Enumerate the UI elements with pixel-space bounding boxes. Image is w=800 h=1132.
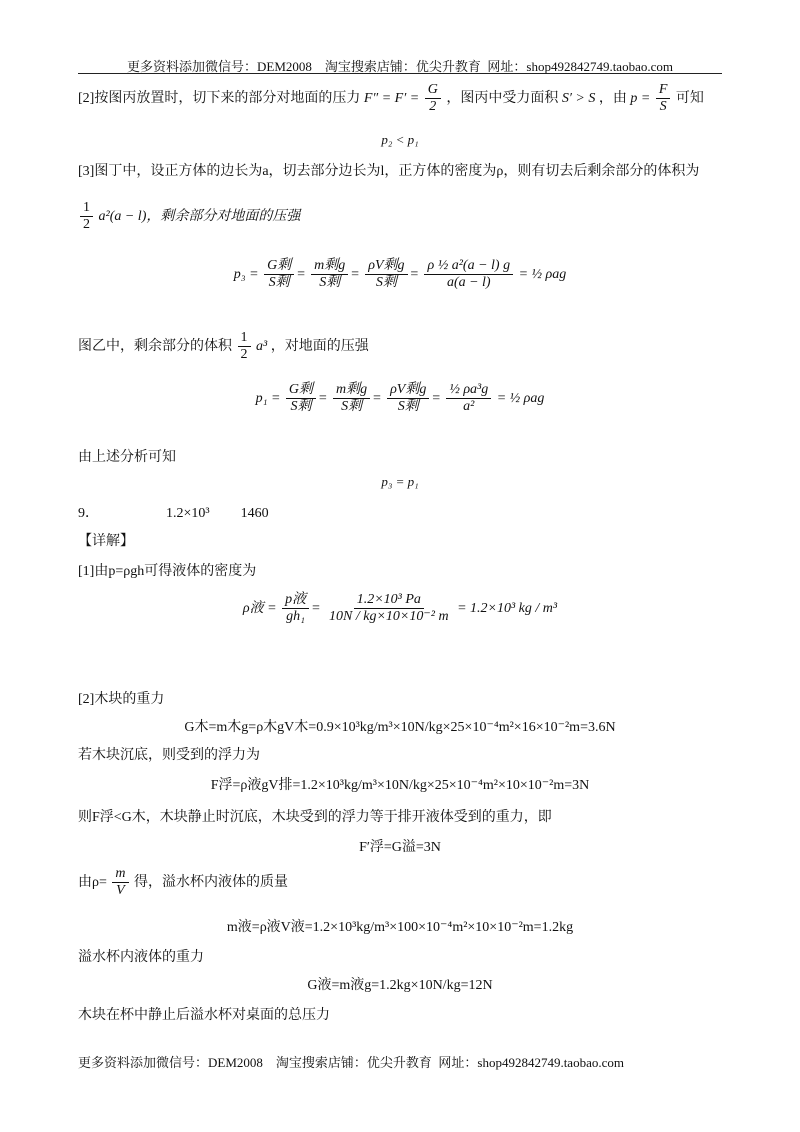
eq2-lhs: p₃ = <box>233 266 259 282</box>
page-footer: 更多资料添加微信号：DEM2008 淘宝搜索店铺：优尖升教育 网址：shop492842749.taobao.com <box>78 1055 624 1070</box>
eq2-frac-big: $\frac{\text{ρ ½ a²(a − l) g}}{a(a - l)}$ <box>424 258 513 291</box>
p10-frac-m-over-v: $\frac{m}{V}$ <box>112 866 128 899</box>
eq3-result: = ½ ρag <box>496 390 545 406</box>
q9-number: 9． <box>78 506 99 521</box>
header-rule <box>78 73 722 74</box>
p2-prefix: [2]按图丙放置时，切下来的部分对地面的压力 <box>78 90 361 106</box>
paragraph-p4 <box>78 330 369 363</box>
page-header: 更多资料添加微信号：DEM2008 淘宝搜索店铺：优尖升教育 网址：shop492842749.taobao.com <box>127 59 673 74</box>
paragraph-p8: 若木块沉底，则受到的浮力为 <box>78 748 260 763</box>
eq3-frac-big: $\frac{\text{½ ρa³g}}{\text{a²}}$ <box>446 382 491 415</box>
eq5-result: = 1.2×10³ kg / m³ <box>457 600 558 616</box>
half-fraction: $\frac{1}{2}$ <box>80 200 93 233</box>
paragraph-p5: 由上述分析可知 <box>78 450 176 465</box>
equation-liquid-weight: G液=m液g=1.2kg×10N/kg=12N <box>307 978 493 993</box>
paragraph-p6: [1]由p=ρgh可得液体的密度为 <box>78 564 257 579</box>
p2-frac2-num: F <box>656 82 671 99</box>
eq2-frac-mg-over-s: $\frac{\text{m剩g}}{\text{S剩}}$ <box>311 258 348 291</box>
p2-fraction-g-over-2 <box>425 82 441 115</box>
equation-p3-eq-p1: p₃ = p₁ <box>381 474 419 489</box>
detail-heading: 【详解】 <box>78 534 134 549</box>
paragraph-p11: 溢水杯内液体的重力 <box>78 950 204 965</box>
equation-p2-lt-p1: p₂ < p₁ <box>381 132 419 147</box>
p2-fraction-f-over-s <box>656 82 671 115</box>
paragraph-p12: 木块在杯中静止后溢水杯对桌面的总压力 <box>78 1008 330 1023</box>
paragraph-p7: [2]木块的重力 <box>78 692 165 707</box>
eq3-lhs: p₁ = <box>255 390 281 406</box>
p2-p-eq: p = <box>630 90 651 106</box>
p2-suffix: 可知 <box>675 90 704 106</box>
paragraph-p3-volume <box>78 200 300 233</box>
p2-frac-num: G <box>425 82 441 99</box>
equation-buoyancy: F浮=ρ液gV排=1.2×10³kg/m³×10N/kg×25×10⁻⁴m²×10×10⁻²m=3N <box>210 778 590 793</box>
p4-volume: a³ <box>256 338 268 354</box>
q9-answer-1: 1.2×10³ <box>166 506 210 521</box>
eq2-frac-rhovg-over-s: $\frac{\text{ρV剩g}}{\text{S剩}}$ <box>365 258 407 291</box>
p10-prefix: 由ρ= <box>78 874 107 890</box>
equation-liquid-mass: m液=ρ液V液=1.2×10³kg/m³×100×10⁻⁴m²×10×10⁻²m=1.2kg <box>226 920 574 935</box>
paragraph-p2 <box>78 82 704 115</box>
equation-p3-pressure: p₃ = $\frac{\text{G剩}}{\text{S剩}}$ = $\frac{\text{m剩g}}{\text{S剩}}$ = $\frac{\text{ρV剩g}}{\text{S剩}}$ = $\frac{\text{ρ ½ a²(a − l) g}}{a(a - l)}$ = ½ ρag <box>233 258 567 291</box>
p2-mid: ，图丙中受力面积 <box>446 90 559 106</box>
eq5-lhs: ρ液 = <box>242 600 277 616</box>
eq2-frac-g-over-s: $\frac{\text{G剩}}{\text{S剩}}$ <box>264 258 294 291</box>
paragraph-p9: 则F浮<G木，木块静止时沉底，木块受到的浮力等于排开液体受到的重力，即 <box>78 810 552 825</box>
q9-answer-2: 1460 <box>240 506 269 521</box>
p10-suffix: 得，溢水杯内液体的质量 <box>134 874 289 890</box>
half-fraction: $\frac{1}{2}$ <box>238 330 251 363</box>
equation-liquid-density: ρ液 = $\frac{\text{p液}}{\text{gh₁}}$ = $\frac{\text{1.2×10³ Pa}}{\text{10N / kg×10×10⁻² m}}$ = 1.2×10³ kg / m³ <box>242 592 558 625</box>
p2-frac2-den: S <box>659 99 667 115</box>
question-9-answers <box>78 502 269 522</box>
eq2-result: = ½ ρag <box>518 266 567 282</box>
p4-prefix: 图乙中，剩余部分的体积 <box>78 338 232 354</box>
equation-p1-pressure: p₁ = $\frac{\text{G剩}}{\text{S剩}}$ = $\frac{\text{m剩g}}{\text{S剩}}$ = $\frac{\text{ρV剩g}}{\text{S剩}}$ = $\frac{\text{½ ρa³g}}{\text{a²}}$ = ½ ρag <box>255 382 545 415</box>
paragraph-p3: [3]图丁中，设正方体的边长为a，切去部分边长为l，正方体的密度为ρ，则有切去后剩余部分的体积为 <box>78 164 700 179</box>
p2-formula-left: F″ = F′ = <box>363 90 420 106</box>
paragraph-p10 <box>78 866 288 899</box>
p2-frac-den: 2 <box>429 99 437 115</box>
equation-wood-weight: G木=m木g=ρ木gV木=0.9×10³kg/m³×10N/kg×25×10⁻⁴m²×16×10⁻²m=3.6N <box>184 720 616 735</box>
equation-buoyancy-overflow: F′浮=G溢=3N <box>359 840 441 855</box>
p4-suffix: ，对地面的压强 <box>270 338 369 354</box>
p2-area-compare: S′ > S <box>561 90 596 106</box>
p3-volume-expr: a²(a − l)，剩余部分对地面的压强 <box>98 208 301 224</box>
p2-by: ，由 <box>598 90 627 106</box>
